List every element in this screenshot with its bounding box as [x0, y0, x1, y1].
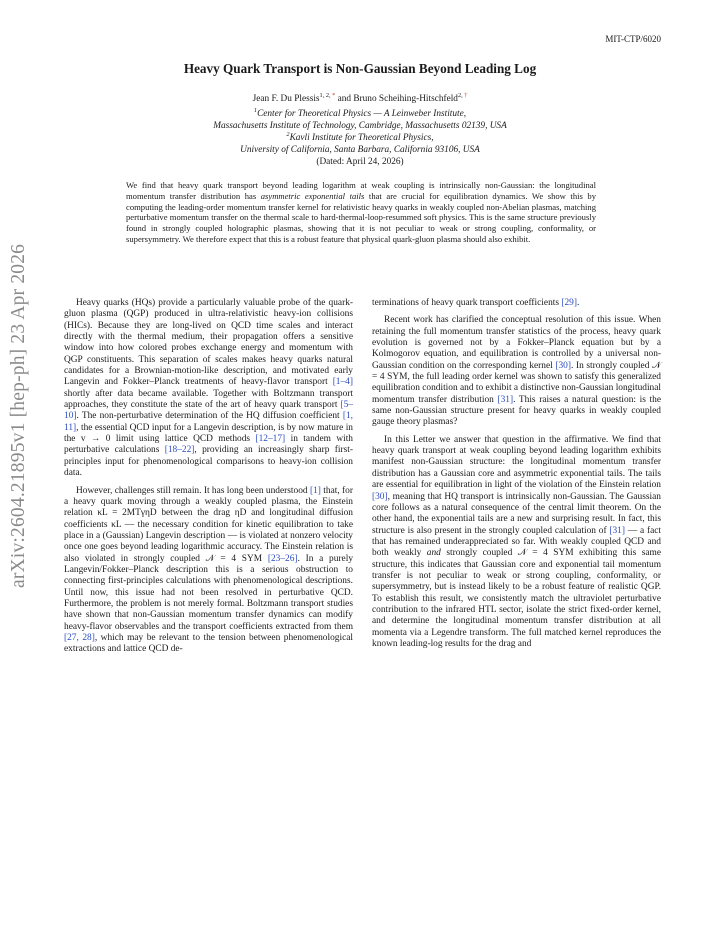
- author-line: [0, 91, 720, 104]
- affiliation-2-line-1: $^2$Kavli Institute for Theoretical Physics,: [286, 130, 434, 143]
- paragraph: Recent work has clarified the conceptual resolution of this issue. When retaining the full momentum transfer statistics of the process, heavy quark evolution is governed not by a Fokker–Planck equation but by a Kolmogorov equation, and equilibration is controlled by a universal non-Gaussian condition on the corresponding kernel [30]. In strongly coupled 𝒩 = 4 SYM, the full leading order kernel was shown to satisfy this generalized equilibration condition and to exhibit a distinctive non-Gaussian longitudinal momentum transfer distribution [31]. This raises a natural question: is the same non-Gaussian structure present for heavy quarks in weakly coupled gauge theory plasmas?: [372, 315, 662, 428]
- citation-link[interactable]: [27, 28]: [64, 632, 95, 643]
- affiliation-2-line-2: University of California, Santa Barbara, California 93106, USA: [240, 145, 480, 155]
- affiliation-1-line-2: Massachusetts Institute of Technology, Cambridge, Massachusetts 02139, USA: [213, 121, 507, 131]
- citation-link[interactable]: [31]: [497, 394, 514, 405]
- abstract: We find that heavy quark transport beyond leading logarithm at weak coupling is intrinsically non-Gaussian: the longitudinal momentum transfer distribution has asymmetric exponential tails that are crucial for equilibration dynamics. We show this by computing the leading-order momentum transfer kernel for relativistic heavy quarks in weakly coupled non-Abelian plasmas, matching perturbative momentum transfer on the thermal scale to hard-thermal-loop-resummed soft physics. This is the same structure previously found in strongly coupled holographic plasmas, showing that it is not peculiar to weak or strong coupling, conformality, or supersymmetry. We therefore expect that this is a robust feature that physical quark-gluon plasma should also exhibit.: [126, 180, 596, 244]
- citation-link[interactable]: [12–17]: [255, 434, 286, 445]
- citation-link[interactable]: [30]: [372, 491, 388, 502]
- citation-link[interactable]: [1]: [309, 485, 321, 496]
- citation-link[interactable]: [18–22]: [164, 445, 195, 456]
- author-name: Jean F. Du Plessis: [252, 94, 320, 104]
- citation-link[interactable]: [30]: [555, 360, 571, 371]
- author-name: Bruno Scheihing-Hitschfeld: [353, 94, 458, 104]
- citation-link[interactable]: [29]: [561, 298, 577, 308]
- arxiv-identifier-stamp: arXiv:2604.21895v1 [hep-ph] 23 Apr 2026: [8, 243, 29, 588]
- author-separator: and: [335, 94, 354, 104]
- citation-link[interactable]: [5–10]: [64, 400, 353, 422]
- citation-link[interactable]: [1, 11]: [64, 411, 353, 433]
- author-affiliation-marker: 1, 2, *: [319, 91, 336, 99]
- paragraph: However, challenges still remain. It has long been understood [1] that, for a heavy quark moving through a weakly coupled plasma, the Einstein relation κL = 2MTγηD between the drag ηD and longitudinal diffusion coefficients κL — the necessary condition for kinetic equilibration to take place in a (Gaussian) Langevin description — is violated at nonzero velocity once one goes beyond leading logarithmic accuracy. The Einstein relation is also violated in strongly coupled 𝒩 = 4 SYM [23–26]. In a purely Langevin/Fokker–Planck description this is a serious obstruction to connecting first-principles calculations with phenomenological descriptions. Until now, this issue had not been resolved in perturbative QCD. Furthermore, the problem is not merely formal. Boltzmann transport studies have shown that non-Gaussian momentum transfer dynamics can modify heavy-flavor observables and the transport coefficients extracted from them [27, 28], which may be relevant to the tension between phenomenological extractions and lattice QCD de-: [64, 485, 354, 655]
- citation-link[interactable]: [1–4]: [332, 377, 353, 388]
- affiliation-1-line-1: $^1$Center for Theoretical Physics — A Leinweber Institute,: [253, 106, 467, 119]
- left-column: [64, 298, 353, 662]
- paper-title: Heavy Quark Transport is Non-Gaussian Beyond Leading Log: [183, 61, 537, 76]
- report-number: MIT-CTP/6020: [605, 34, 661, 44]
- paragraph: Heavy quarks (HQs) provide a particularly valuable probe of the quark-gluon plasma (QGP) produced in ultra-relativistic heavy-ion collisions (HICs). Because they are long-lived on QCD time scales and interact directly with the thermal medium, their propagation offers a sensitive window into how colored probes exchange energy and momentum with QGP constituents. This separation of scales makes heavy quarks natural candidates for a Brownian-motion-like description, and motivated early Langevin and Fokker–Planck treatments of heavy-flavor transport [1–4] shortly after data became available. Together with Boltzmann transport approaches, they constitute the state of the art of heavy quark transport [5–10]. The non-perturbative determination of the HQ diffusion coefficient [1, 11], the essential QCD input for a Langevin description, is by now mature in the v → 0 limit using lattice QCD methods [12–17] in tandem with perturbative calculations [18–22], providing an increasingly sharp first-principles input for phenomenological comparisons to heavy-ion collision data.: [64, 298, 353, 479]
- author-affiliation-marker: 2, †: [457, 91, 468, 99]
- right-column: [372, 298, 661, 656]
- paragraph: terminations of heavy quark transport coefficients [29].: [372, 298, 580, 308]
- citation-link[interactable]: [31]: [609, 525, 625, 536]
- citation-link[interactable]: [23–26]: [267, 553, 298, 564]
- paragraph: In this Letter we answer that question in the affirmative. We find that heavy quark transport at weak coupling beyond leading logarithm exhibits manifest non-Gaussian structure: the longitudinal momentum transfer distribution has a Gaussian core and asymmetric exponential tails. The tails are essential for equilibration in light of the violation of the Einstein relation [30], meaning that HQ transport is intrinsically non-Gaussian. The Gaussian core follows as a natural consequence of the central limit theorem. On the other hand, the exponential tails are a new and surprising result. In fact, this structure is also present in the strongly coupled calculation of [31] — a fact that has remained underappreciated so far. With weakly coupled QCD and both weakly and strongly coupled 𝒩 = 4 SYM exhibiting this same structure, this indicates that Gaussian core and exponential tail momentum transfer is not peculiar to weak or strong coupling, conformality, or supersymmetry, but is instead likely to be a robust feature of realistic QGP. To establish this result, we consistently match the ultraviolet perturbative contribution to the infrared HTL sector, isolate the strict fixed-order kernel, and determine the longitudinal momentum transfer distribution at all momenta via a Legendre transform. The full matched kernel reproduces the known leading-log results for the drag and: [372, 434, 662, 649]
- dated-line: (Dated: April 24, 2026): [316, 157, 404, 167]
